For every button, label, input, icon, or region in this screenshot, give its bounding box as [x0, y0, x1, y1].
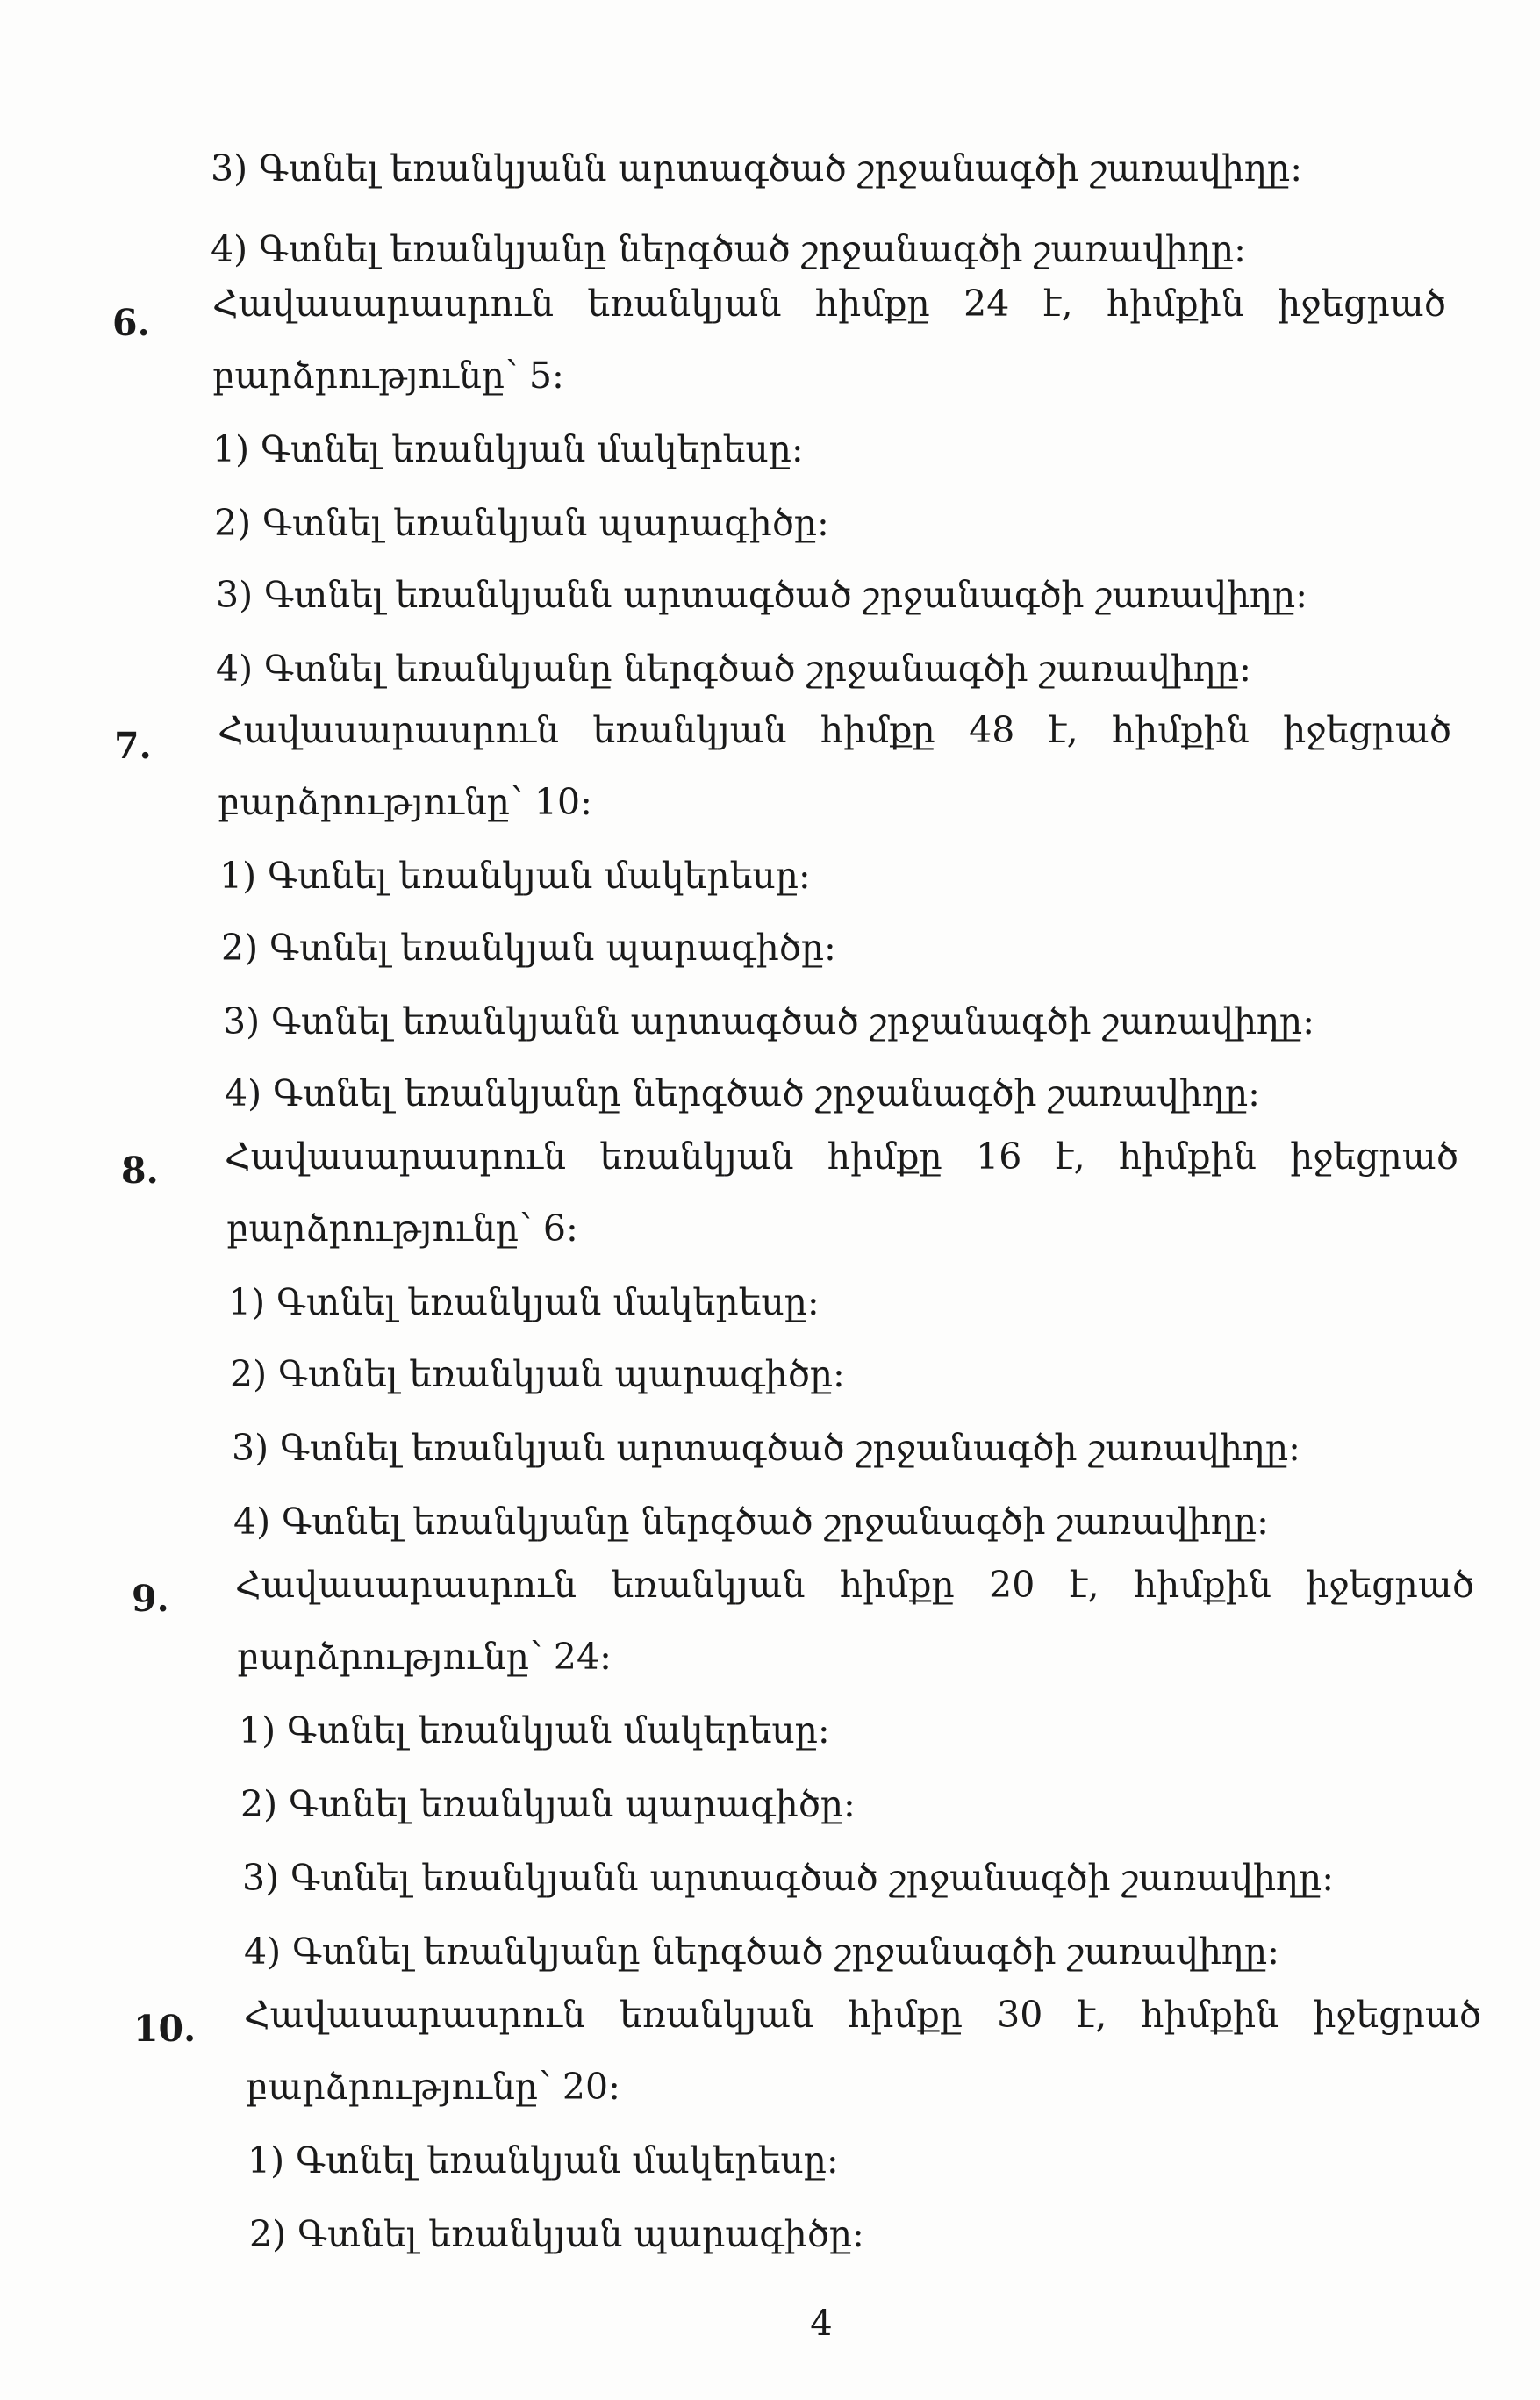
problem-statement-end: բարձրությունը՝ 20: — [246, 2066, 620, 2108]
list-item: 2) Գտնել եռանկյան պարագիծը: — [240, 1783, 856, 1825]
statement-word: հիմքին — [1112, 709, 1250, 751]
list-item: 4) Գտնել եռանկյանը ներգծած շրջանագծի շառավիղը: — [244, 1931, 1279, 1973]
statement-word: իջեցրած — [1313, 1994, 1481, 2036]
statement-word: իջեցրած — [1306, 1564, 1474, 1606]
statement-word: հիմքին — [1134, 1564, 1271, 1606]
list-item: 2) Գտնել եռանկյան պարագիծը: — [230, 1353, 845, 1395]
problem-number: 8. — [121, 1150, 159, 1192]
list-item: 1) Գտնել եռանկյան մակերեսը: — [212, 428, 804, 470]
page-number: 4 — [810, 2303, 833, 2344]
list-item: 4) Գտնել եռանկյանը ներգծած շրջանագծի շառավիղը: — [211, 228, 1246, 270]
problem-statement — [244, 1990, 1481, 2039]
statement-word: հիմքը — [815, 283, 930, 325]
list-item: 2) Գտնել եռանկյան պարագիծը: — [221, 927, 836, 969]
statement-word: հիմքին — [1107, 283, 1244, 325]
statement-word: 48 — [969, 709, 1015, 751]
statement-word: Հավասարասրուն — [218, 709, 560, 751]
list-item: 1) Գտնել եռանկյան մակերեսը: — [219, 855, 811, 897]
statement-word: եռանկյան — [587, 283, 782, 325]
statement-word: 16 — [976, 1136, 1022, 1178]
list-item: 1) Գտնել եռանկյան մակերեսը: — [239, 1709, 830, 1752]
list-item: 4) Գտնել եռանկյանը ներգծած շրջանագծի շառավիղը: — [225, 1072, 1260, 1114]
list-item: 3) Գտնել եռանկյան արտագծած շրջանագծի շառավիղը: — [232, 1427, 1300, 1469]
statement-word: է, — [1055, 1136, 1085, 1178]
statement-word: եռանկյան — [611, 1564, 806, 1606]
list-item: 1) Գտնել եռանկյան մակերեսը: — [247, 2139, 839, 2181]
statement-word: Հավասարասրուն — [235, 1564, 577, 1606]
statement-word: իջեցրած — [1290, 1136, 1458, 1178]
statement-word: եռանկյան — [599, 1136, 794, 1178]
statement-word: հիմքը — [840, 1564, 955, 1606]
problem-number: 6. — [112, 302, 150, 344]
statement-word: Հավասարասրուն — [212, 283, 555, 325]
problem-statement — [212, 279, 1446, 328]
statement-word: հիմքը — [848, 1994, 963, 2036]
problem-statement-end: բարձրությունը՝ 10: — [218, 781, 592, 823]
problem-statement-end: բարձրությունը՝ 5: — [212, 355, 564, 397]
statement-word: է, — [1077, 1994, 1107, 2036]
problem-number: 9. — [132, 1578, 169, 1620]
statement-word: հիմքին — [1141, 1994, 1279, 2036]
list-item: 2) Գտնել եռանկյան պարագիծը: — [249, 2213, 864, 2255]
statement-word: հիմքը — [827, 1136, 942, 1178]
list-item: 3) Գտնել եռանկյանն արտագծած շրջանագծի շառավիղը: — [211, 147, 1303, 190]
list-item: 3) Գտնել եռանկյանն արտագծած շրջանագծի շառավիղը: — [216, 574, 1308, 616]
statement-word: 20 — [989, 1564, 1035, 1606]
problem-number: 7. — [114, 725, 152, 767]
statement-word: հիմքին — [1119, 1136, 1257, 1178]
statement-word: եռանկյան — [592, 709, 787, 751]
statement-word: 30 — [997, 1994, 1043, 2036]
statement-word: 24 — [963, 283, 1010, 325]
problem-statement-end: բարձրությունը՝ 6: — [226, 1207, 578, 1250]
statement-word: Հավասարասրուն — [244, 1994, 586, 2036]
problem-statement — [225, 1132, 1458, 1181]
list-item: 4) Գտնել եռանկյանը ներգծած շրջանագծի շառավիղը: — [216, 648, 1251, 690]
list-item: 2) Գտնել եռանկյան պարագիծը: — [214, 502, 829, 544]
statement-word: Հավասարասրուն — [225, 1136, 567, 1178]
statement-word: է, — [1069, 1564, 1099, 1606]
problem-statement — [218, 706, 1451, 755]
list-item: 3) Գտնել եռանկյանն արտագծած շրջանագծի շառավիղը: — [223, 1000, 1315, 1042]
statement-word: եռանկյան — [620, 1994, 814, 2036]
problem-statement — [235, 1560, 1474, 1609]
statement-word: է, — [1042, 283, 1073, 325]
list-item: 4) Գտնել եռանկյանը ներգծած շրջանագծի շառավիղը: — [233, 1501, 1269, 1543]
problem-number: 10. — [133, 2008, 197, 2050]
problem-statement-end: բարձրությունը՝ 24: — [237, 1636, 612, 1678]
list-item: 3) Գտնել եռանկյանն արտագծած շրջանագծի շառավիղը: — [242, 1857, 1335, 1899]
statement-word: իջեցրած — [1283, 709, 1451, 751]
statement-word: է, — [1048, 709, 1078, 751]
statement-word: իջեցրած — [1278, 283, 1446, 325]
statement-word: հիմքը — [820, 709, 935, 751]
list-item: 1) Գտնել եռանկյան մակերեսը: — [228, 1281, 820, 1323]
